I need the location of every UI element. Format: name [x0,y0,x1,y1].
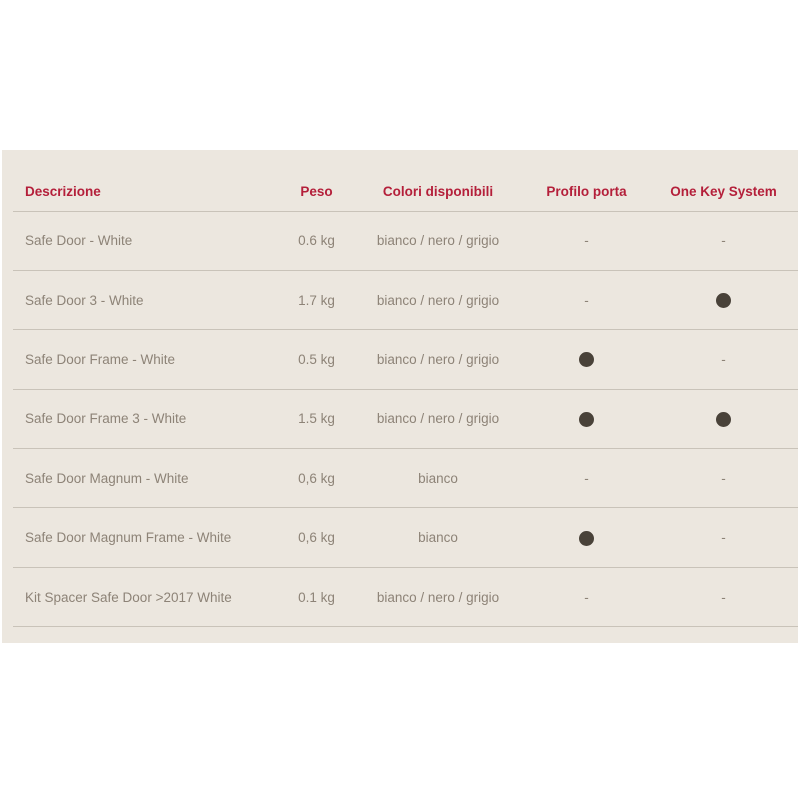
column-header-descrizione: Descrizione [25,183,101,199]
filled-dot-indicator [579,531,594,546]
cell-profilo-porta [524,508,649,567]
cell-profilo-porta: - [524,567,649,626]
cell-profilo-porta: - [524,449,649,508]
cell-profilo-porta: - [524,270,649,329]
cell-colori-disponibili: bianco [352,449,524,508]
column-header-colori-disponibili: Colori disponibili [382,183,494,199]
cell-colori-disponibili: bianco / nero / grigio [352,567,524,626]
table-row [13,567,798,626]
cell-one-key-system: - [649,449,798,508]
table-header-row [13,150,798,211]
cell-descrizione: Safe Door 3 - White [13,270,281,329]
table-row [13,211,798,270]
cell-peso: 0,6 kg [281,449,352,508]
cell-colori-disponibili: bianco / nero / grigio [352,211,524,270]
cell-one-key-system [649,389,798,448]
cell-peso: 1.5 kg [281,389,352,448]
cell-descrizione: Safe Door Magnum Frame - White [13,508,281,567]
cell-one-key-system: - [649,508,798,567]
column-header-profilo-porta: Profilo porta [546,183,627,199]
filled-dot-indicator [716,412,731,427]
cell-colori-disponibili: bianco / nero / grigio [352,270,524,329]
table-row [13,508,798,567]
cell-profilo-porta [524,330,649,389]
cell-peso: 0.5 kg [281,330,352,389]
cell-descrizione: Safe Door - White [13,211,281,270]
column-header-peso: Peso [300,183,333,199]
cell-colori-disponibili: bianco / nero / grigio [352,330,524,389]
cell-peso: 0.6 kg [281,211,352,270]
cell-profilo-porta [524,389,649,448]
cell-profilo-porta: - [524,211,649,270]
cell-descrizione: Safe Door Frame - White [13,330,281,389]
cell-peso: 0,6 kg [281,508,352,567]
cell-one-key-system: - [649,567,798,626]
table-row [13,449,798,508]
cell-one-key-system: - [649,211,798,270]
product-spec-panel [2,150,798,643]
cell-colori-disponibili: bianco [352,508,524,567]
table-row [13,389,798,448]
filled-dot-indicator [579,352,594,367]
cell-one-key-system: - [649,330,798,389]
cell-descrizione: Safe Door Magnum - White [13,449,281,508]
table-row [13,330,798,389]
cell-peso: 1.7 kg [281,270,352,329]
cell-descrizione: Kit Spacer Safe Door >2017 White [13,567,281,626]
cell-descrizione: Safe Door Frame 3 - White [13,389,281,448]
cell-peso: 0.1 kg [281,567,352,626]
table-body [13,211,798,627]
filled-dot-indicator [716,293,731,308]
table-row [13,270,798,329]
cell-colori-disponibili: bianco / nero / grigio [352,389,524,448]
filled-dot-indicator [579,412,594,427]
column-header-one-key-system: One Key System [670,183,777,199]
cell-one-key-system [649,270,798,329]
product-spec-table [13,150,798,627]
